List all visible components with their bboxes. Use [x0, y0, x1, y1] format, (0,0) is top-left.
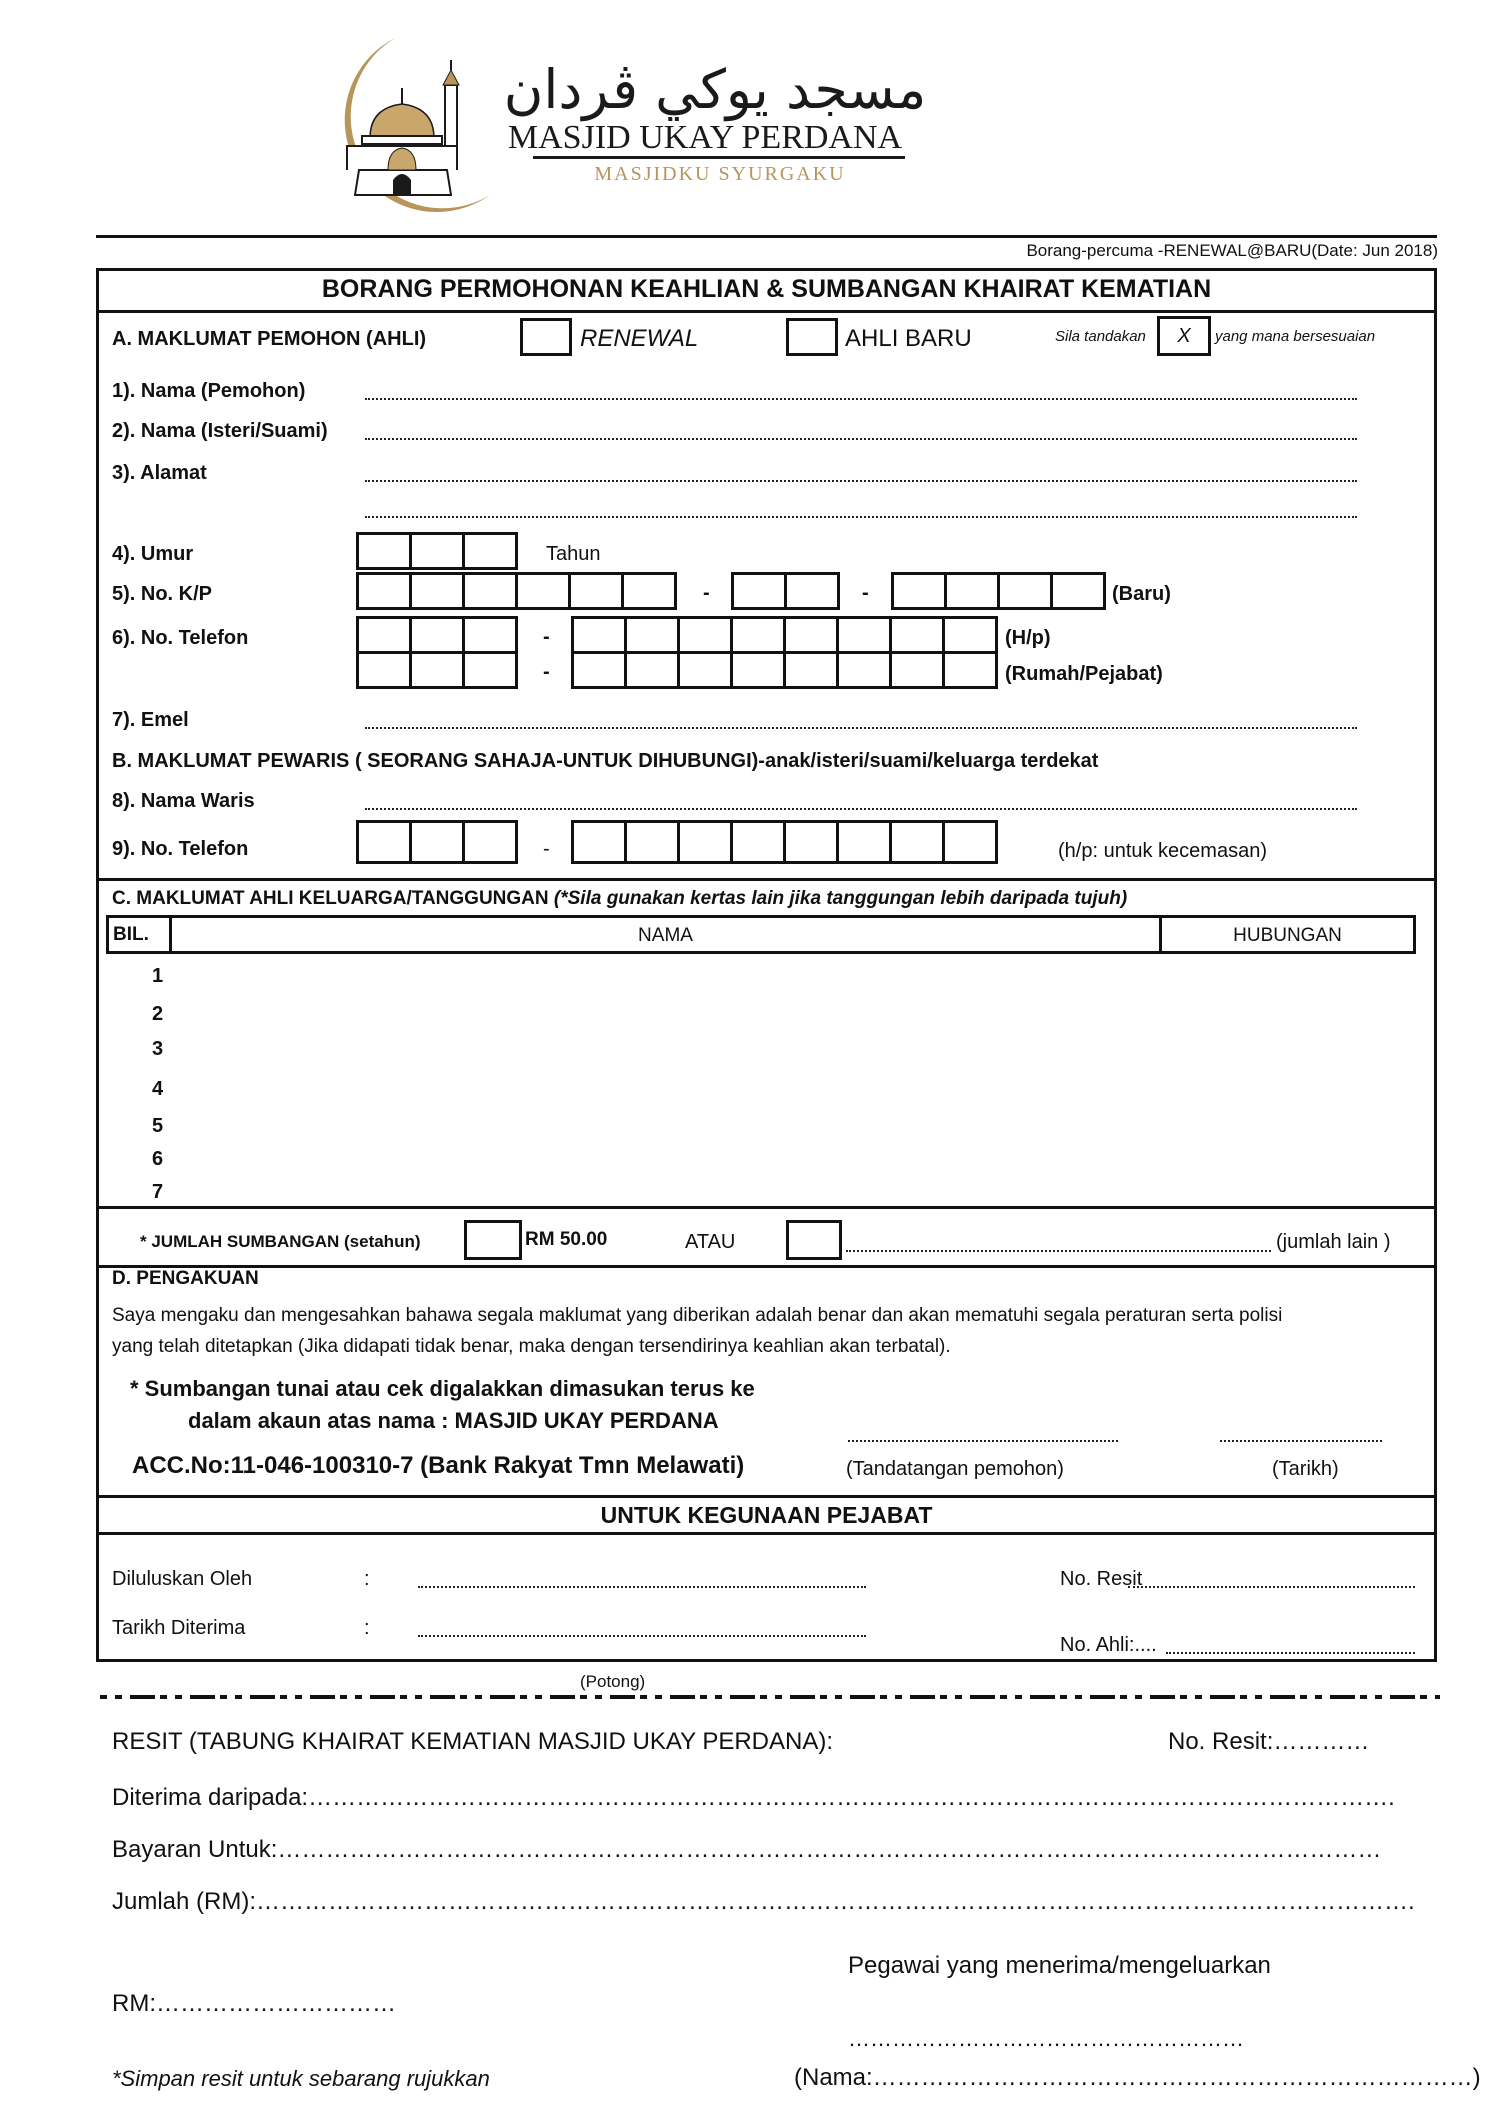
family-row-4[interactable]: 4: [152, 1078, 164, 1100]
ic-boxes-part3[interactable]: [891, 572, 1106, 610]
phone-hp-label: (H/p): [1005, 627, 1051, 649]
form-title: BORANG PERMOHONAN KEAHLIAN & SUMBANGAN KHAIRAT KEMATIAN: [321, 275, 1212, 303]
ic-suffix: (Baru): [1112, 583, 1171, 605]
family-row-5[interactable]: 5: [152, 1115, 164, 1137]
date-field[interactable]: [1220, 1440, 1382, 1442]
address-field-2[interactable]: [365, 516, 1357, 518]
phone-home-separator: -: [543, 661, 550, 683]
amount-field[interactable]: Jumlah (RM):……………………………………………………………………………………………………………………………….: [112, 1888, 1415, 1915]
section-c-note: (*Sila gunakan kertas lain jika tanggungan lebih daripada tujuh): [553, 888, 1128, 909]
svg-text:MASJID UKAY PERDANA: MASJID UKAY PERDANA: [507, 119, 903, 156]
rm-field[interactable]: RM:…………………………: [112, 1990, 396, 2017]
bank-note-1: * Sumbangan tunai atau cek digalakkan dimasukan terus ke: [130, 1376, 755, 1401]
spouse-label: 2). Nama (Isteri/Suami): [112, 420, 328, 442]
family-row-2[interactable]: 2: [152, 1003, 164, 1025]
new-member-label: AHLI BARU: [845, 325, 972, 352]
or-label: ATAU: [685, 1231, 736, 1253]
cut-label: (Potong): [580, 1672, 646, 1691]
approved-by-field[interactable]: [418, 1586, 866, 1588]
address-label: 3). Alamat: [112, 462, 207, 484]
phone-home-prefix-boxes[interactable]: [356, 651, 518, 689]
family-row-3[interactable]: 3: [152, 1038, 164, 1060]
section-c-divider: [96, 1206, 1437, 1209]
section-c-heading: [112, 888, 1127, 910]
date-received-field[interactable]: [418, 1635, 866, 1637]
keep-receipt-note: *Simpan resit untuk sebarang rujukkan: [112, 2066, 490, 2091]
family-table-header: [106, 915, 1416, 954]
section-a-title: A. MAKLUMAT PEMOHON (AHLI): [112, 328, 427, 350]
mosque-logo: [275, 30, 975, 220]
ic-separator-2: -: [862, 582, 869, 604]
signature-field[interactable]: [848, 1440, 1118, 1442]
instruction-text-post: yang mana bersesuaian: [1215, 328, 1376, 345]
email-label: 7). Emel: [112, 709, 189, 731]
age-unit: Tahun: [546, 543, 601, 565]
officer-signature-field[interactable]: ………………………………………………: [848, 2026, 1244, 2051]
phone-hp-number-boxes[interactable]: [571, 616, 998, 654]
office-title-divider: [96, 1532, 1437, 1535]
signature-label: (Tandatangan pemohon): [846, 1458, 1064, 1480]
mark-example-box: [1157, 316, 1211, 356]
officer-label: Pegawai yang menerima/mengeluarkan: [848, 1952, 1271, 1979]
form-code: Borang-percuma -RENEWAL@BARU(Date: Jun 2018): [1026, 241, 1438, 260]
account-number: ACC.No:11-046-100310-7 (Bank Rakyat Tmn Melawati): [132, 1452, 745, 1479]
other-amount-checkbox[interactable]: [786, 1220, 842, 1260]
phone-hp-prefix-boxes[interactable]: [356, 616, 518, 654]
approved-by-colon: :: [364, 1568, 370, 1590]
top-rule: [96, 235, 1437, 238]
crescent-mosque-icon: [275, 30, 975, 220]
phone-home-number-boxes[interactable]: [571, 651, 998, 689]
heir-phone-number-boxes[interactable]: [571, 820, 998, 864]
phone-home-label: (Rumah/Pejabat): [1005, 663, 1163, 685]
phone-label: 6). No. Telefon: [112, 627, 249, 649]
ic-boxes-part1[interactable]: [356, 572, 677, 610]
member-no-field[interactable]: [1166, 1652, 1415, 1654]
col-bil: BIL.: [109, 918, 172, 951]
other-amount-label: (jumlah lain ): [1276, 1231, 1391, 1253]
heir-phone-label: 9). No. Telefon: [112, 838, 249, 860]
heir-name-field[interactable]: [365, 808, 1357, 810]
rm50-label: RM 50.00: [525, 1229, 608, 1250]
heir-name-label: 8). Nama Waris: [112, 790, 255, 812]
other-amount-field[interactable]: [846, 1250, 1271, 1252]
contribution-label: * JUMLAH SUMBANGAN (setahun): [140, 1232, 421, 1251]
office-receipt-label: No. Resit: [1060, 1568, 1143, 1590]
received-from-field[interactable]: Diterima daripada:……………………………………………………………………………………………………………………….: [112, 1784, 1395, 1811]
cut-line: [100, 1695, 1440, 1699]
ic-boxes-part2[interactable]: [731, 572, 840, 610]
date-label: (Tarikh): [1272, 1458, 1339, 1480]
heir-phone-prefix-boxes[interactable]: [356, 820, 518, 864]
heir-phone-note: (h/p: untuk kecemasan): [1058, 840, 1267, 862]
name-label: 1). Nama (Pemohon): [112, 380, 306, 402]
receipt-title: RESIT (TABUNG KHAIRAT KEMATIAN MASJID UKAY PERDANA):: [112, 1728, 834, 1755]
spouse-field[interactable]: [365, 438, 1357, 440]
declaration-line-2: yang telah ditetapkan (Jika didapati tidak benar, maka dengan tersendirinya keahlian akan terbatal).: [112, 1336, 951, 1357]
phone-hp-separator: -: [543, 626, 550, 648]
section-b-title: B. MAKLUMAT PEWARIS ( SEORANG SAHAJA-UNTUK DIHUBUNGI)-anak/isteri/suami/keluarga terdekat: [112, 750, 1099, 772]
member-no-label: No. Ahli:....: [1060, 1634, 1157, 1656]
rm50-checkbox[interactable]: [464, 1220, 522, 1260]
heir-phone-separator: -: [543, 838, 550, 860]
office-title: UNTUK KEGUNAAN PEJABAT: [600, 1502, 933, 1528]
payment-for-field[interactable]: Bayaran Untuk:…………………………………………………………………………………………………………………………: [112, 1836, 1382, 1863]
declaration-line-1: Saya mengaku dan mengesahkan bahawa segala maklumat yang diberikan adalah benar dan akan mematuhi segala peraturan serta polisi: [112, 1305, 1283, 1326]
section-d-divider: [96, 1495, 1437, 1498]
receipt-number: No. Resit:…………: [1168, 1728, 1370, 1755]
section-b-divider: [96, 878, 1437, 881]
col-nama: NAMA: [172, 918, 1162, 951]
date-received-colon: :: [364, 1617, 370, 1639]
family-row-1[interactable]: 1: [152, 965, 164, 987]
officer-name-field[interactable]: (Nama:…………………………………………………………………): [794, 2064, 1481, 2091]
svg-text:مسجد يوكي ڤردان: مسجد يوكي ڤردان: [503, 58, 927, 121]
ic-label: 5). No. K/P: [112, 583, 213, 605]
section-c-title: C. MAKLUMAT AHLI KELUARGA/TANGGUNGAN: [112, 888, 549, 909]
contribution-divider: [96, 1265, 1437, 1268]
age-label: 4). Umur: [112, 543, 194, 565]
section-d-title: D. PENGAKUAN: [112, 1268, 259, 1289]
ic-separator-1: -: [703, 582, 710, 604]
email-field[interactable]: [365, 727, 1357, 729]
address-field-1[interactable]: [365, 480, 1357, 482]
mark-x: X: [1177, 324, 1191, 347]
instruction-text: Sila tandakan: [1055, 328, 1146, 345]
date-received-label: Tarikh Diterima: [112, 1617, 246, 1639]
family-row-6[interactable]: 6: [152, 1148, 164, 1170]
col-hubungan: HUBUNGAN: [1233, 925, 1342, 946]
renewal-label: RENEWAL: [580, 325, 699, 352]
name-field[interactable]: [365, 398, 1357, 400]
new-member-checkbox[interactable]: [786, 318, 838, 356]
renewal-checkbox[interactable]: [520, 318, 572, 356]
age-boxes[interactable]: [356, 532, 518, 570]
bank-note-2: dalam akaun atas nama : MASJID UKAY PERDANA: [188, 1408, 719, 1433]
title-divider: [96, 310, 1437, 313]
approved-by-label: Diluluskan Oleh: [112, 1568, 253, 1590]
office-receipt-field[interactable]: [1128, 1586, 1415, 1588]
svg-text:MASJIDKU SYURGAKU: MASJIDKU SYURGAKU: [594, 163, 846, 185]
family-row-7[interactable]: 7: [152, 1181, 164, 1203]
